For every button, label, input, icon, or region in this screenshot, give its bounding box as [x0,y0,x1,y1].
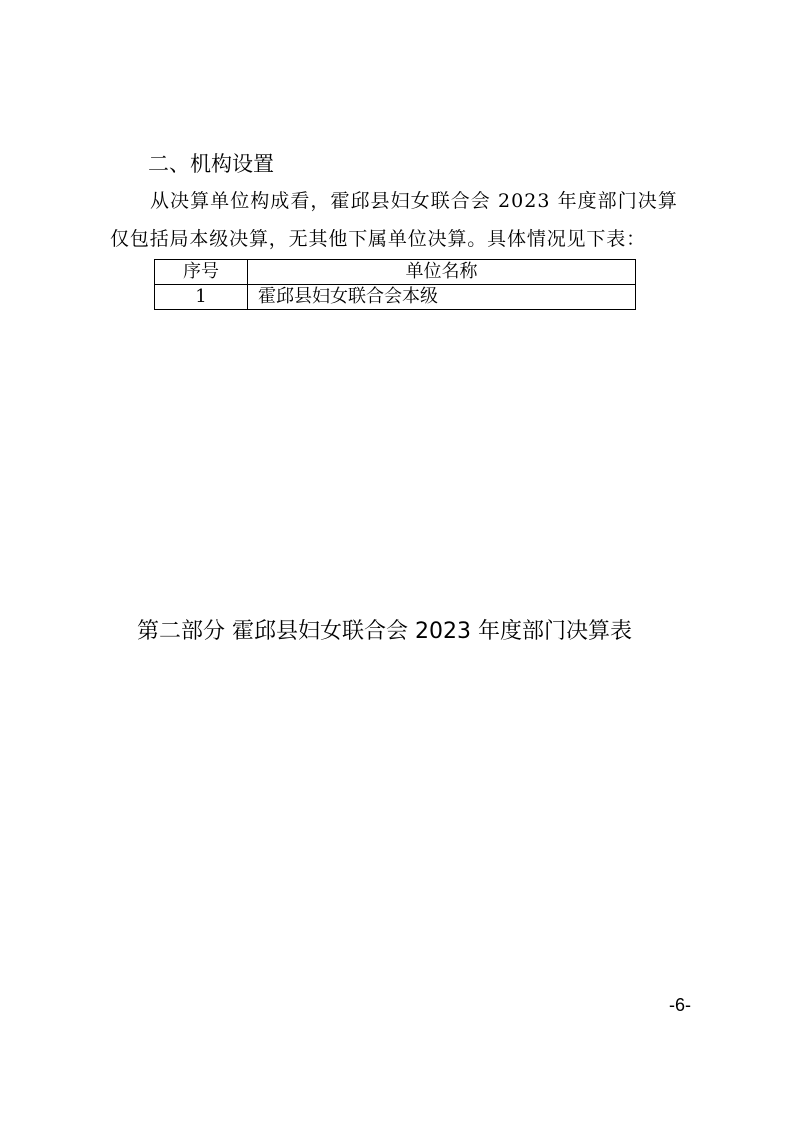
cell-serial-number: 1 [155,285,248,310]
cell-unit-name: 霍邱县妇女联合会本级 [248,285,636,310]
table-header-row [155,260,636,285]
paragraph-line: 仅包括局本级决算，无其他下属单位决算。具体情况见下表： [110,228,646,250]
section-heading: 二、机构设置 [148,152,274,176]
paragraph-line: 从决算单位构成看，霍邱县妇女联合会 2023 年度部门决算 [150,190,678,212]
part-title: 第二部分 霍邱县妇女联合会 2023 年度部门决算表 [137,619,632,644]
header-serial-number: 序号 [155,260,248,285]
table-row [155,285,636,310]
page-number: -6- [669,995,691,1015]
header-unit-name: 单位名称 [248,260,636,285]
unit-table [154,259,636,310]
